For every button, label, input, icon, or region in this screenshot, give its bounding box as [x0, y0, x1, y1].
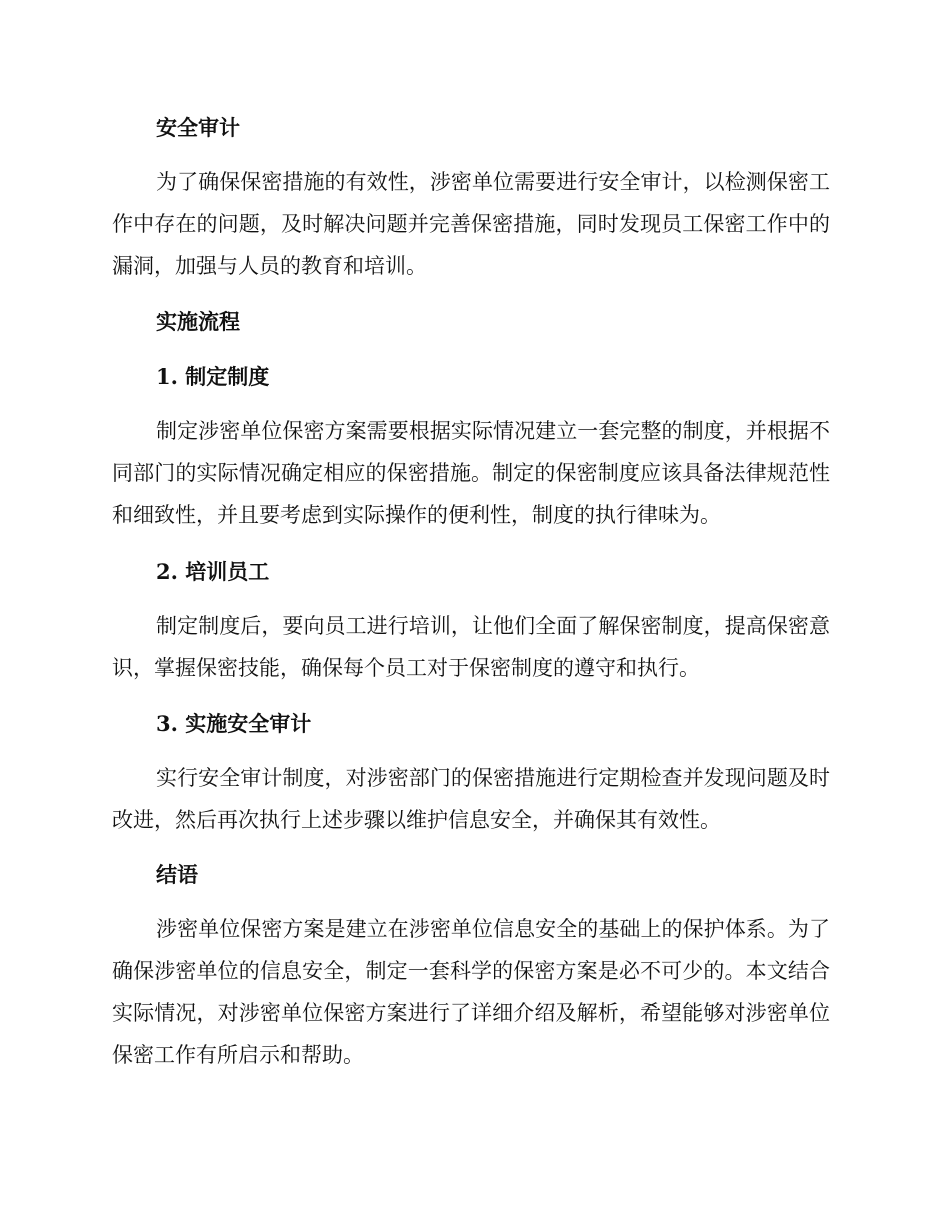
paragraph-step2: 制定制度后，要向员工进行培训，让他们全面了解保密制度，提高保密意识，掌握保密技能，确保每个员工对于保密制度的遵守和执行。: [112, 614, 830, 680]
section-heading-conclusion: 结语: [156, 862, 198, 887]
section-heading-step3: 3. 实施安全审计: [156, 711, 312, 736]
paragraph-step1: 制定涉密单位保密方案需要根据实际情况建立一套完整的制度，并根据不同部门的实际情况确定相应的保密措施。制定的保密制度应该具备法律规范性和细致性，并且要考虑到实际操作的便利性，制度的执行律味为。: [112, 419, 830, 527]
section-heading-process: 实施流程: [156, 309, 240, 334]
section-heading-step1: 1. 制定制度: [156, 364, 270, 389]
paragraph-step3: 实行安全审计制度，对涉密部门的保密措施进行定期检查并发现问题及时改进，然后再次执行上述步骤以维护信息安全，并确保其有效性。: [112, 766, 830, 832]
paragraph-conclusion: 涉密单位保密方案是建立在涉密单位信息安全的基础上的保护体系。为了确保涉密单位的信息安全，制定一套科学的保密方案是必不可少的。本文结合实际情况，对涉密单位保密方案进行了详细介绍及解析，希望能够对涉密单位保密工作有所启示和帮助。: [112, 917, 830, 1067]
section-heading-step2: 2. 培训员工: [156, 559, 270, 584]
paragraph-audit: 为了确保保密措施的有效性，涉密单位需要进行安全审计，以检测保密工作中存在的问题，及时解决问题并完善保密措施，同时发现员工保密工作中的漏洞，加强与人员的教育和培训。: [112, 170, 830, 278]
section-heading-audit: 安全审计: [156, 115, 240, 140]
